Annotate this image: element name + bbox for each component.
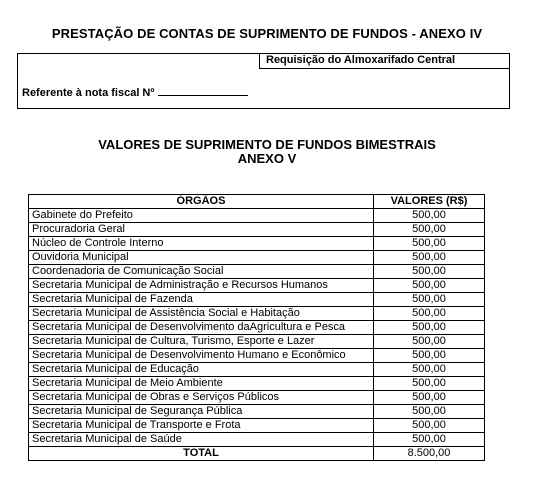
valor-cell: 500,00 [374,307,485,321]
nota-fiscal-blank-line [158,86,248,96]
table-row [29,251,485,265]
valor-cell: 500,00 [374,209,485,223]
orgao-cell: Secretaria Municipal de Educação [29,363,374,377]
section-title-line2: ANEXO V [237,151,297,166]
table-row [29,349,485,363]
orgao-cell: Secretaria Municipal de Meio Ambiente [29,377,374,391]
valor-cell: 500,00 [374,251,485,265]
valor-cell: 500,00 [374,265,485,279]
orgao-cell: Ouvidoria Municipal [29,251,374,265]
valor-cell: 500,00 [374,293,485,307]
orgao-cell: Coordenadoria de Comunicação Social [29,265,374,279]
valor-cell: 500,00 [374,335,485,349]
table-row [29,405,485,419]
orgao-cell: Secretaria Municipal de Fazenda [29,293,374,307]
orgao-cell: Secretaria Municipal de Administração e Recursos Humanos [29,279,374,293]
table-row [29,335,485,349]
orgao-cell: Secretaria Municipal de Cultura, Turismo, Esporte e Lazer [29,335,374,349]
valor-cell: 500,00 [374,237,485,251]
column-header-orgaos: ÓRGÃOS [29,195,374,209]
orgao-cell: Secretaria Municipal de Desenvolvimento Humano e Econômico [29,349,374,363]
orgao-cell: Secretaria Municipal de Saúde [29,433,374,447]
table-row [29,293,485,307]
table-row [29,237,485,251]
table-row [29,209,485,223]
valor-cell: 500,00 [374,223,485,237]
orgao-cell: Secretaria Municipal de Assistência Social e Habitação [29,307,374,321]
orgao-cell: Secretaria Municipal de Desenvolvimento daAgricultura e Pesca [29,321,374,335]
orgao-cell: Procuradoria Geral [29,223,374,237]
table-row [29,363,485,377]
table-row [29,223,485,237]
valor-cell: 500,00 [374,363,485,377]
section-title [0,138,534,166]
valor-cell: 500,00 [374,321,485,335]
table-row [29,433,485,447]
total-label: TOTAL [29,447,374,461]
table-row [29,307,485,321]
orgao-cell: Secretaria Municipal de Transporte e Frota [29,419,374,433]
valor-cell: 500,00 [374,279,485,293]
table-row [29,377,485,391]
table-body [29,209,485,461]
section-title-line1: VALORES DE SUPRIMENTO DE FUNDOS BIMESTRAIS [98,137,436,152]
valor-cell: 500,00 [374,377,485,391]
table-row [29,419,485,433]
valor-cell: 500,00 [374,433,485,447]
table-row [29,321,485,335]
valor-cell: 500,00 [374,349,485,363]
orgao-cell: Gabinete do Prefeito [29,209,374,223]
orgao-cell: Secretaria Municipal de Segurança Pública [29,405,374,419]
column-header-valores: VALORES (R$) [374,195,485,209]
table-row [29,279,485,293]
orgao-cell: Núcleo de Controle Interno [29,237,374,251]
total-row [29,447,485,461]
valor-cell: 500,00 [374,405,485,419]
valor-cell: 500,00 [374,419,485,433]
orgao-cell: Secretaria Municipal de Obras e Serviços Públicos [29,391,374,405]
valor-cell: 500,00 [374,391,485,405]
valores-table [28,194,485,461]
total-value: 8.500,00 [374,447,485,461]
nota-fiscal-field [22,86,248,99]
requisicao-label: Requisição do Almoxarifado Central [259,53,510,69]
document-title: PRESTAÇÃO DE CONTAS DE SUPRIMENTO DE FUNDOS - ANEXO IV [51,26,483,41]
table-header-row [29,195,485,209]
table-row [29,391,485,405]
nota-fiscal-label: Referente à nota fiscal Nº [22,87,155,99]
table-row [29,265,485,279]
